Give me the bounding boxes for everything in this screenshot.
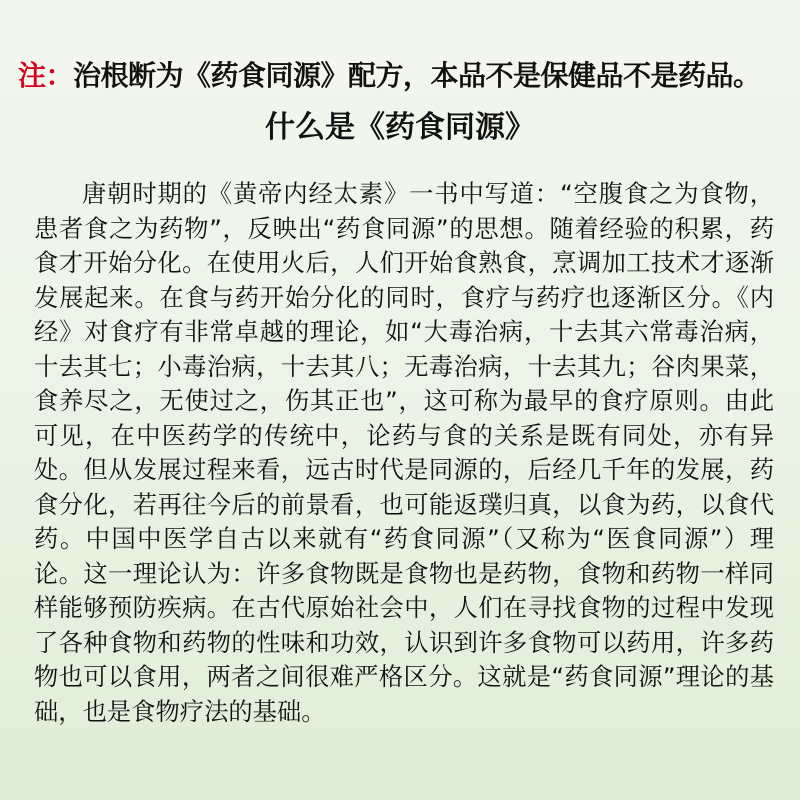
- notice-line: [18, 56, 788, 96]
- body-paragraph: 唐朝时期的《黄帝内经太素》一书中写道：“空腹食之为食物，患者食之为药物”，反映出“药食同源”的思想。随着经验的积累，药食才开始分化。在使用火后，人们开始食熟食，烹调加工技术才逐渐发展起来。在食与药开始分化的同时，食疗与药疗也逐渐区分。《内经》对食疗有非常卓越的理论，如“大毒治病，十去其六常毒治病，十去其七；小毒治病，十去其八；无毒治病，十去其九；谷肉果菜，食养尽之，无使过之，伤其正也”，这可称为最早的食疗原则。由此可见，在中医药学的传统中，论药与食的关系是既有同处，亦有异处。但从发展过程来看，远古时代是同源的，后经几千年的发展，药食分化，若再往今后的前景看，也可能返璞归真，以食为药，以食代药。中国中医学自古以来就有“药食同源”（又称为“医食同源”）理论。这一理论认为：许多食物既是食物也是药物，食物和药物一样同样能够预防疾病。在古代原始社会中，人们在寻找食物的过程中发现了各种食物和药物的性味和功效，认识到许多食物可以药用，许多药物也可以食用，两者之间很难严格区分。这就是“药食同源”理论的基础，也是食物疗法的基础。: [34, 179, 774, 726]
- notice-text: 治根断为《药食同源》配方，本品不是保健品不是药品。: [73, 59, 761, 92]
- section-title: 什么是《药食同源》: [265, 110, 535, 145]
- notice-prefix: 注：: [18, 59, 74, 92]
